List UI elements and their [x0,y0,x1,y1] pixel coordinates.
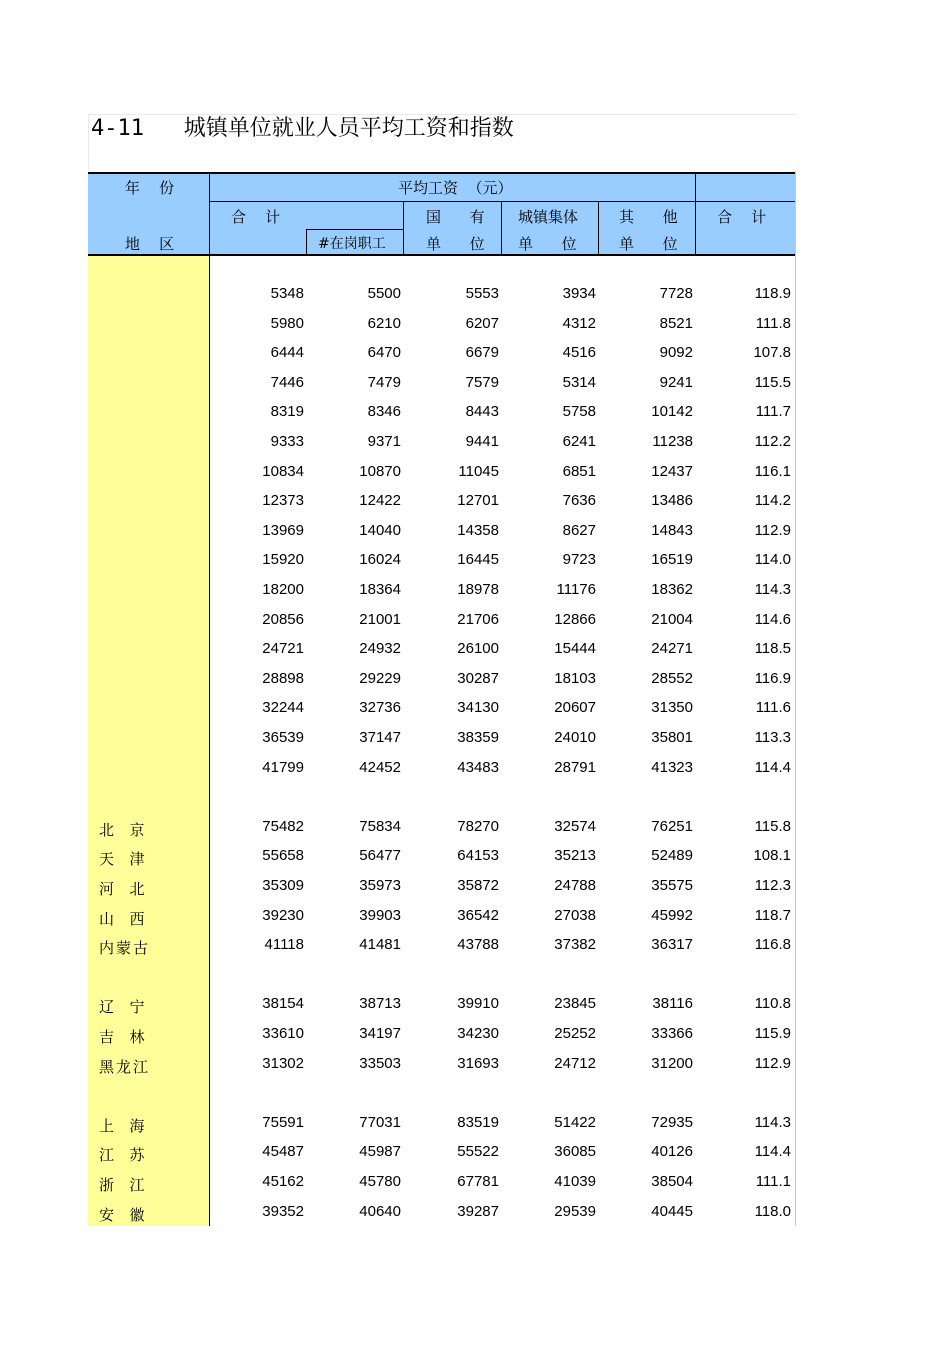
header-divider [598,201,599,254]
value-cell: 112.9 [754,521,791,539]
value-cell: 34197 [359,1025,401,1042]
value-cell: 110.8 [754,995,791,1013]
value-cell: 33366 [651,1025,693,1042]
value-cell: 6470 [367,344,401,362]
value-cell: 41039 [554,1173,596,1190]
value-cell: 11045 [458,462,499,480]
value-cell: 5758 [562,403,596,421]
value-cell: 18364 [359,581,401,598]
region-cell: 浙 江 [99,1176,147,1194]
value-cell: 38713 [359,995,401,1013]
table-row [88,814,795,843]
value-cell: 78270 [457,817,499,835]
value-cell: 31200 [651,1054,693,1072]
value-cell: 10142 [651,403,693,421]
value-cell: 6679 [465,344,499,362]
value-cell: 13486 [651,492,693,510]
value-cell: 111.8 [755,314,791,332]
table-row [88,488,795,517]
value-cell: 38504 [651,1173,693,1190]
value-cell: 38359 [457,729,499,746]
value-cell: 7479 [367,373,401,391]
value-cell: 25252 [554,1025,596,1042]
value-cell: 14843 [651,521,693,539]
table-row [88,1169,795,1198]
header-divider [695,174,696,254]
value-cell: 31302 [262,1054,304,1072]
value-cell: 116.1 [754,462,791,480]
table-row [88,399,795,428]
header-divider [501,201,502,254]
value-cell: 8627 [562,521,596,539]
value-cell: 116.8 [754,936,791,954]
value-cell: 6207 [465,314,499,332]
header-divider [403,201,404,254]
table-row [88,459,795,488]
table-row [88,518,795,547]
value-cell: 31693 [457,1054,499,1072]
value-cell: 4312 [562,314,596,332]
table-body [88,256,795,1226]
table-row [88,991,795,1020]
table-row [88,340,795,369]
value-cell: 118.7 [754,906,791,924]
region-cell: 辽 宁 [99,998,147,1017]
value-cell: 11238 [652,433,693,450]
year-header: 年 份 [125,179,175,197]
value-cell: 43788 [457,936,499,954]
value-cell: 7446 [270,373,304,391]
value-cell: 18362 [651,581,693,598]
table-row [88,843,795,872]
value-cell: 114.2 [754,492,791,510]
value-cell: 6851 [562,462,596,480]
value-cell: 12701 [457,492,499,510]
value-cell: 112.9 [754,1054,791,1072]
value-cell: 12866 [554,610,596,628]
value-cell: 24010 [554,729,596,746]
table-row [88,281,795,310]
value-cell: 45487 [262,1143,304,1161]
value-cell: 112.2 [754,433,791,450]
header-divider [209,201,795,202]
value-cell: 10834 [262,462,304,480]
table-row [88,873,795,902]
value-cell: 10870 [359,462,401,480]
spreadsheet [88,114,796,1226]
value-cell: 9723 [562,551,596,569]
value-cell: 45780 [359,1173,401,1190]
header-divider [209,174,210,254]
value-cell: 33610 [262,1025,304,1042]
table-row [88,725,795,754]
value-cell: 116.9 [754,669,791,687]
value-cell: 27038 [554,906,596,924]
value-cell: 11176 [556,581,596,598]
value-cell: 28552 [651,669,693,687]
value-cell: 8521 [659,314,693,332]
value-cell: 33503 [359,1054,401,1072]
value-cell: 5980 [270,314,304,332]
value-cell: 39903 [359,906,401,924]
value-cell: 75591 [262,1113,304,1131]
value-cell: 55522 [457,1143,499,1161]
table-row [88,1199,795,1228]
value-cell: 64153 [457,847,499,865]
value-cell: 30287 [457,669,499,687]
table-row [88,903,795,932]
other-header: 其 他 [619,208,678,226]
value-cell: 37147 [359,729,401,746]
value-cell: 31350 [651,699,693,717]
value-cell: 45987 [359,1143,401,1161]
value-cell: 35213 [554,847,596,865]
value-cell: 4516 [562,344,596,362]
value-cell: 12373 [262,492,304,510]
urban-collective-header-2: 单 位 [518,235,577,253]
value-cell: 7579 [465,373,499,391]
value-cell: 23845 [554,995,596,1013]
value-cell: 9092 [659,344,693,362]
value-cell: 72935 [651,1113,693,1131]
table-row [88,1110,795,1139]
value-cell: 29539 [554,1202,596,1220]
table-row [88,429,795,458]
value-cell: 16024 [359,551,401,569]
value-cell: 35309 [262,877,304,894]
region-cell: 吉 林 [99,1028,147,1046]
value-cell: 9241 [659,373,693,391]
value-cell: 24721 [262,640,304,658]
value-cell: 38116 [652,995,693,1013]
value-cell: 18103 [554,669,596,687]
value-cell: 35801 [651,729,693,746]
total-header: 合 计 [231,208,281,226]
value-cell: 34230 [457,1025,499,1042]
value-cell: 115.9 [754,1025,791,1042]
value-cell: 38154 [262,995,304,1013]
value-cell: 114.6 [754,610,791,628]
value-cell: 36317 [651,936,693,954]
value-cell: 51422 [554,1113,596,1131]
value-cell: 75482 [262,817,304,835]
value-cell: 107.8 [753,344,791,362]
value-cell: 40640 [359,1202,401,1220]
value-cell: 29229 [359,669,401,687]
table-row [88,311,795,340]
value-cell: 39287 [457,1202,499,1220]
value-cell: 16519 [651,551,693,569]
value-cell: 35575 [651,877,693,894]
value-cell: 36085 [554,1143,596,1161]
value-cell: 36542 [457,906,499,924]
value-cell: 9333 [270,433,304,450]
value-cell: 42452 [359,758,401,776]
value-cell: 35973 [359,877,401,894]
region-header: 地 区 [125,235,175,253]
value-cell: 45992 [651,906,693,924]
value-cell: 12437 [651,462,693,480]
value-cell: 39352 [262,1202,304,1220]
value-cell: 111.7 [755,403,791,421]
onpost-header: #在岗职工 [318,236,386,252]
value-cell: 9441 [465,433,499,450]
value-cell: 14358 [457,521,499,539]
value-cell: 41323 [651,758,693,776]
value-cell: 24932 [359,640,401,658]
state-owned-header-2: 单 位 [426,235,485,253]
value-cell: 5553 [465,285,499,302]
avg-wage-header: 平均工资 （元） [398,179,513,197]
value-cell: 111.6 [755,699,791,717]
value-cell: 45162 [262,1173,304,1190]
value-cell: 6210 [367,314,401,332]
value-cell: 36539 [262,729,304,746]
table-header [88,172,795,256]
table-row [88,370,795,399]
value-cell: 24788 [554,877,596,894]
value-cell: 13969 [262,521,304,539]
value-cell: 21706 [457,610,499,628]
other-header-2: 单 位 [619,235,678,253]
table-row [88,1021,795,1050]
value-cell: 113.3 [754,729,791,746]
value-cell: 24712 [554,1054,596,1072]
table-row [88,547,795,576]
value-cell: 12422 [359,492,401,510]
value-cell: 7636 [562,492,596,510]
value-cell: 114.0 [754,551,791,569]
value-cell: 28898 [262,669,304,687]
value-cell: 118.9 [754,285,791,302]
value-cell: 83519 [457,1113,499,1131]
value-cell: 5348 [270,285,304,302]
table-row [88,607,795,636]
table-row [88,636,795,665]
value-cell: 77031 [359,1113,401,1131]
value-cell: 9371 [367,433,401,450]
value-cell: 112.3 [754,877,791,894]
value-cell: 39230 [262,906,304,924]
value-cell: 15920 [262,551,304,569]
table-row [88,1051,795,1080]
value-cell: 41118 [264,936,304,954]
value-cell: 39910 [457,995,499,1013]
value-cell: 5314 [562,373,596,391]
table-row [88,755,795,784]
value-cell: 52489 [651,847,693,865]
region-cell: 上 海 [99,1116,147,1135]
value-cell: 118.0 [754,1202,791,1220]
value-cell: 18978 [457,581,499,598]
value-cell: 41799 [262,758,304,776]
value-cell: 43483 [457,758,499,776]
region-cell: 江 苏 [99,1146,147,1165]
value-cell: 6444 [270,344,304,362]
value-cell: 20607 [554,699,596,717]
value-cell: 18200 [262,581,304,598]
index-total-header: 合 计 [717,208,767,226]
value-cell: 21004 [651,610,693,628]
value-cell: 114.4 [754,1143,791,1161]
table-row [88,577,795,606]
value-cell: 8443 [465,403,499,421]
page-title: 4-11 城镇单位就业人员平均工资和指数 [91,116,514,141]
value-cell: 108.1 [753,847,791,865]
value-cell: 76251 [651,817,693,835]
region-cell: 黑龙江 [99,1057,151,1076]
value-cell: 15444 [554,640,596,658]
value-cell: 32244 [262,699,304,717]
table-row [88,666,795,695]
region-cell: 天 津 [99,850,147,869]
value-cell: 114.3 [754,581,791,598]
value-cell: 35872 [457,877,499,894]
value-cell: 41481 [359,936,401,954]
value-cell: 56477 [359,847,401,865]
value-cell: 7728 [659,285,693,302]
region-cell: 内蒙古 [99,939,151,958]
value-cell: 55658 [262,847,304,865]
value-cell: 21001 [359,610,401,628]
value-cell: 26100 [457,640,499,658]
value-cell: 40445 [651,1202,693,1220]
value-cell: 40126 [651,1143,693,1161]
value-cell: 37382 [554,936,596,954]
table-row [88,932,795,961]
value-cell: 3934 [562,285,596,302]
value-cell: 6241 [562,433,596,450]
value-cell: 20856 [262,610,304,628]
value-cell: 114.4 [754,758,791,776]
table-row [88,695,795,724]
urban-collective-header: 城镇集体 [518,208,579,226]
value-cell: 32736 [359,699,401,717]
value-cell: 34130 [457,699,499,717]
value-cell: 115.8 [754,817,791,835]
value-cell: 118.5 [754,640,791,658]
header-divider [306,229,307,254]
region-cell: 山 西 [99,909,147,928]
title-area [88,114,796,171]
value-cell: 8346 [367,403,401,421]
value-cell: 75834 [359,817,401,835]
value-cell: 114.3 [754,1113,791,1131]
value-cell: 16445 [457,551,499,569]
value-cell: 111.1 [755,1173,791,1190]
table-row [88,1139,795,1168]
value-cell: 8319 [270,403,304,421]
value-cell: 5500 [367,285,401,302]
header-divider [306,229,403,230]
value-cell: 32574 [554,817,596,835]
value-cell: 14040 [359,521,401,539]
value-cell: 28791 [554,758,596,776]
region-cell: 河 北 [99,880,147,898]
value-cell: 115.5 [754,373,791,391]
region-cell: 安 徽 [99,1205,147,1224]
value-cell: 24271 [651,640,693,658]
region-cell: 北 京 [99,820,147,839]
value-cell: 67781 [457,1173,499,1190]
state-owned-header: 国 有 [426,208,485,226]
